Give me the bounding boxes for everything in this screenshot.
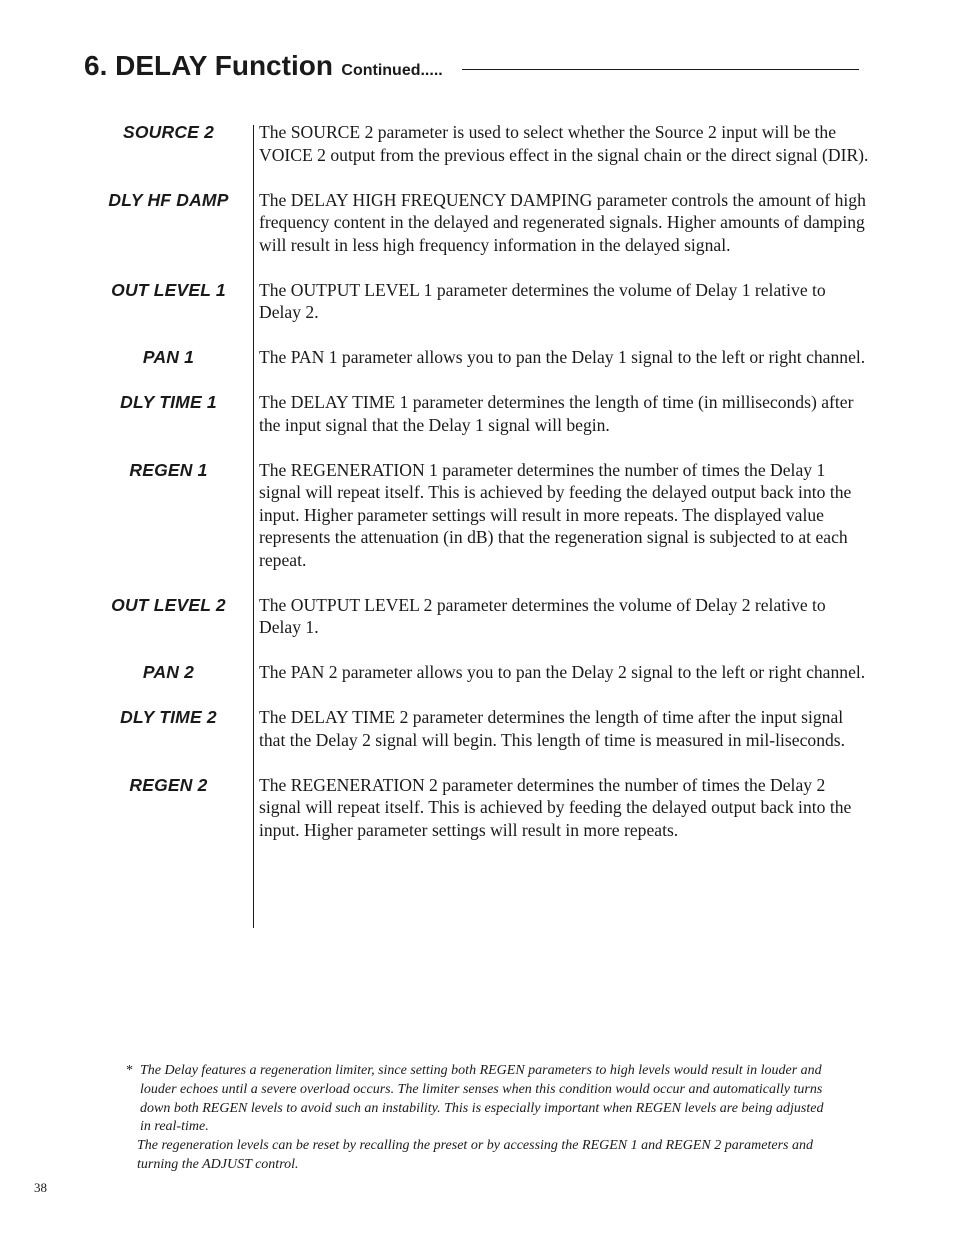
parameter-description: The DELAY TIME 1 parameter determines the length of time (in milliseconds) after the input signal that the Delay 1 signal will begin. (259, 392, 854, 435)
parameter-row (0, 121, 954, 166)
parameter-description: The DELAY HIGH FREQUENCY DAMPING parameter controls the amount of high frequency content in the delayed and regenerated signals. Higher amounts of damping will result in less high frequency information in the delayed signal. (259, 189, 866, 255)
parameter-description: The PAN 2 parameter allows you to pan the Delay 2 signal to the left or right channel. (259, 662, 866, 682)
parameter-description: The OUTPUT LEVEL 2 parameter determines the volume of Delay 2 relative to Delay 1. (259, 594, 826, 637)
footnote-paragraph: The regeneration levels can be reset by recalling the preset or by accessing the REGEN 1 and REGEN 2 parameters and turning the ADJUST control. (137, 1138, 813, 1172)
parameter-name: REGEN 1 (129, 459, 208, 480)
parameter-row (0, 189, 954, 257)
parameter-row (0, 774, 954, 842)
parameter-name: DLY HF DAMP (108, 189, 229, 210)
parameter-name: SOURCE 2 (122, 122, 215, 142)
parameter-name: REGEN 2 (129, 774, 208, 795)
parameter-list (0, 121, 954, 864)
parameter-name: OUT LEVEL 2 (111, 594, 226, 615)
footnote-marker: * (126, 1063, 133, 1078)
parameter-name: OUT LEVEL 1 (111, 279, 226, 300)
parameter-row (0, 661, 954, 684)
parameter-name: DLY TIME 2 (120, 707, 217, 727)
parameter-description: The OUTPUT LEVEL 1 parameter determines the volume of Delay 1 relative to Delay 2. (259, 279, 826, 322)
parameter-name: DLY TIME 1 (120, 392, 217, 412)
parameter-row (0, 706, 954, 751)
parameter-name: PAN 2 (142, 662, 195, 682)
parameter-description: The PAN 1 parameter allows you to pan the Delay 1 signal to the left or right channel. (259, 347, 866, 367)
parameter-row (0, 346, 954, 369)
parameter-name: PAN 1 (142, 347, 195, 367)
section-subtitle: Continued..... (341, 62, 443, 79)
page-number: 38 (34, 1180, 47, 1195)
parameter-description: The SOURCE 2 parameter is used to select whether the Source 2 input will be the VOICE 2 output from the previous effect in the signal chain or the direct signal (DIR). (259, 122, 869, 165)
parameter-row (0, 391, 954, 436)
parameter-description: The DELAY TIME 2 parameter determines the length of time after the input signal that the Delay 2 signal will begin. This length of time is measured in mil-liseconds. (259, 707, 846, 750)
title-rule (462, 69, 859, 70)
parameter-row (0, 459, 954, 572)
parameter-description: The REGENERATION 2 parameter determines the number of times the Delay 2 signal will repeat itself. This is achieved by feeding the delayed output back into the input. Higher parameter settings will result in more repeats. (259, 774, 852, 840)
page-title (84, 48, 443, 89)
parameter-description: The REGENERATION 1 parameter determines the number of times the Delay 1 signal will repeat itself. This is achieved by feeding the delayed output back into the input. Higher parameter settings will result in more repeats. The displayed value represents the attenuation (in dB) that the regeneration signal is subjected to at each repeat. (259, 459, 852, 570)
parameter-row (0, 594, 954, 639)
footnote-paragraph (126, 1062, 826, 1137)
footnote-text: The Delay features a regeneration limiter, since setting both REGEN parameters to high levels would result in louder and louder echoes until a severe overload occurs. The limiter senses when this condition would occur and automatically turns down both REGEN levels to avoid such an instability. This is especially important when REGEN levels are being adjusted in real-time. (140, 1063, 824, 1135)
section-title: 6. DELAY Function (84, 50, 333, 81)
parameter-row (0, 279, 954, 324)
footnote (126, 1062, 826, 1175)
